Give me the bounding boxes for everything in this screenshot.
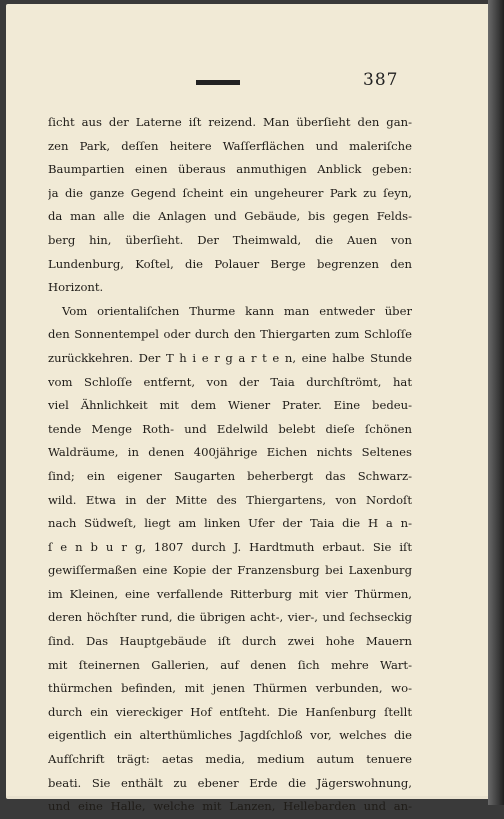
text-line-10: den Sonnentempel oder durch den Thiergarten zum Schloſſe — [48, 327, 412, 342]
text-line-7: Lundenburg, Koſtel, die Polauer Berge begrenzen den — [48, 256, 412, 271]
text-line-16: ſind; ein eigener Saugarten beherbergt das Schwarz- — [48, 468, 412, 483]
text-line-25: thürmchen befinden, mit jenen Thürmen verbunden, wo- — [48, 681, 412, 696]
text-line-30: und eine Halle, welche mit Lanzen, Hellebarden und an- — [48, 799, 412, 814]
text-line-28: Aufſchrift trägt: aetas media, medium autum tenuere — [48, 752, 412, 767]
text-line-15: Waldräume, in denen 400jährige Eichen nichts Seltenes — [48, 445, 412, 460]
text-line-14: tende Menge Roth- und Edelwild belebt dieſe ſchönen — [48, 421, 412, 436]
text-line-17: wild. Etwa in der Mitte des Thiergartens, von Nordoſt — [48, 492, 412, 507]
text-line-1: ſicht aus der Laterne iſt reizend. Man überſieht den gan- — [48, 115, 412, 129]
text-line-24: mit ſteinernen Gallerien, auf denen ſich mehre Wart- — [48, 657, 412, 672]
text-line-29: beati. Sie enthält zu ebener Erde die Jägerswohnung, — [48, 775, 412, 790]
text-line-6: berg hin, überſieht. Der Theimwald, die Auen von — [48, 232, 412, 247]
text-line-18: nach Südweſt, liegt am linken Ufer der Taia die H a n- — [48, 516, 412, 531]
text-line-9: Vom orientaliſchen Thurme kann man entweder über — [62, 303, 412, 318]
text-line-11: zurückkehren. Der T h i e r g a r t e n, eine halbe Stunde — [48, 350, 412, 365]
text-line-5: da man alle die Anlagen und Gebäude, bis gegen Felds- — [48, 209, 412, 224]
text-line-21: im Kleinen, eine verfallende Ritterburg mit vier Thürmen, — [48, 586, 412, 601]
text-line-23: ſind. Das Hauptgebäude iſt durch zwei hohe Mauern — [48, 634, 412, 649]
text-line-27: eigentlich ein alterthümliches Jagdſchloß vor, welches die — [48, 728, 412, 743]
text-line-8: Horizont. — [48, 280, 104, 295]
text-line-26: durch ein viereckiger Hof entſteht. Die Hanſenburg ſtellt — [48, 704, 412, 719]
text-line-22: deren höchſter rund, die übrigen acht-, vier-, und ſechseckig — [48, 610, 412, 625]
page-edge-shadow — [488, 0, 504, 805]
body-text — [48, 111, 412, 819]
page-number: 387 — [363, 70, 399, 90]
text-line-13: viel Ähnlichkeit mit dem Wiener Prater. Eine bedeu- — [48, 398, 412, 413]
text-line-12: vom Schloſſe entfernt, von der Taia durchſtrömt, hat — [48, 374, 412, 389]
text-line-2: zen Park, deſſen heitere Waſſerflächen und maleriſche — [48, 138, 412, 153]
text-line-3: Baumpartien einen überaus anmuthigen Anblick geben: — [48, 162, 412, 177]
text-line-4: ja die ganze Gegend ſcheint ein ungeheurer Park zu ſeyn, — [48, 185, 412, 200]
text-line-20: gewiſſermaßen eine Kopie der Franzensburg bei Laxenburg — [48, 563, 412, 578]
header-separator — [196, 80, 240, 85]
text-line-19: ſ e n b u r g, 1807 durch J. Hardtmuth erbaut. Sie iſt — [48, 539, 412, 554]
